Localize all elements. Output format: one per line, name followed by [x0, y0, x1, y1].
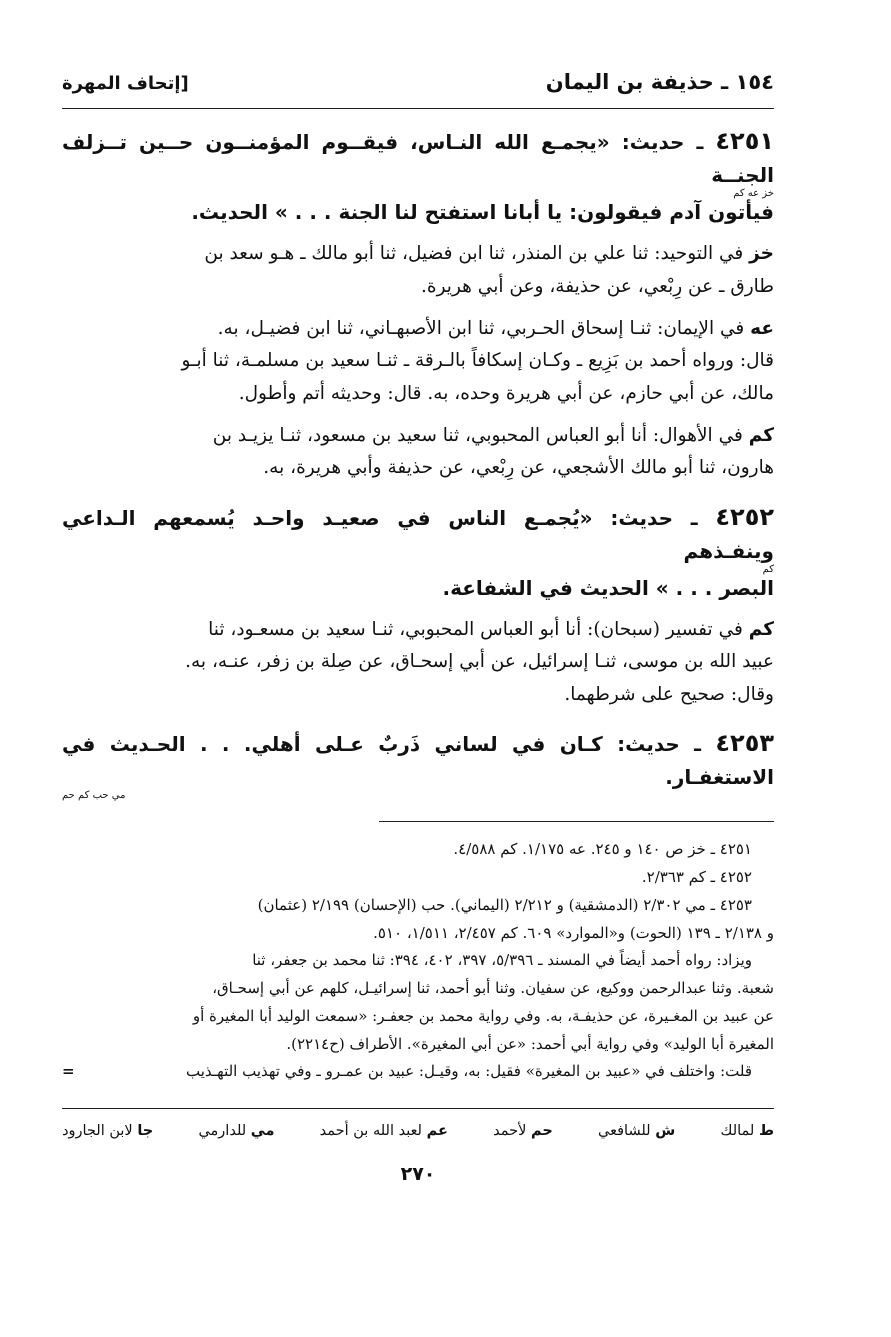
hadith-text: ـ حديث: «يُجمـع الناس في صعيـد واحـد يُسمعهم الـداعي وينفـذهم [62, 505, 774, 563]
source-sigla: كم [762, 564, 774, 575]
source-code: عه [750, 317, 774, 339]
footnotes [62, 836, 774, 1086]
hadith-4251-line2: فيأتون آدم فيقولون: يا أبانا استفتح لنا الجنة . . . » الحديث. [191, 200, 774, 225]
legend-label: لابن الجارود [62, 1123, 138, 1140]
hadith-text: ـ حديث: «يجمـع الله النـاس، فيقــوم المؤمنــون حــين تــزلف الجنــة [62, 130, 774, 188]
source-code: كم [748, 425, 774, 447]
legend-label: للدارمي [198, 1123, 251, 1140]
footnote-text: قلت: واختلف في «عبيد بن المغيرة» فقيل: به، وقيـل: عبيد بن عمـرو ـ وفي تهذيب التهـذيب [186, 1062, 752, 1081]
hadith-4252-line1 [62, 499, 774, 567]
header-chapter-title: ١٥٤ ـ حذيفة بن اليمان [545, 70, 774, 94]
isnad-paragraph [62, 313, 774, 410]
legend-label: لعبد الله بن أحمد [319, 1123, 427, 1140]
header-book-title: [إتحاف المهرة [62, 73, 189, 94]
legend-code: عم [426, 1123, 448, 1140]
text-line: في الأهوال: أنا أبو العباس المحبوبي، ثنا سعيد بن مسعود، ثنـا يزيـد بن [212, 425, 749, 447]
footnote-line: المغيرة أبا الوليد» وفي رواية أبي أحمد: «عن أبي المغيرة». الأطراف (ح٢٢١٤). [286, 1034, 774, 1053]
footnote-line: ويزاد: رواه أحمد أيضاً في المسند ـ ٥/٣٩٦، ٣٩٧، ٤٠٢، ٣٩٤: ثنا محمد بن جعفر، ثنا [252, 951, 752, 970]
source-code: كم [748, 619, 774, 640]
hadith-4252-line2: البصر . . . » الحديث في الشفاعة. [442, 576, 774, 600]
legend-item [198, 1123, 274, 1139]
running-header [62, 70, 774, 109]
legend-label: لأحمد [493, 1123, 531, 1140]
legend-item [598, 1123, 675, 1139]
page [62, 70, 774, 1185]
text-line: مالك، عن أبي حازم، عن أبي هريرة وحده، به. قال: وحديثه أتم وأطول. [238, 382, 774, 404]
legend-code: حم [530, 1123, 553, 1140]
isnad-paragraph [62, 614, 774, 711]
footnote-line [62, 1058, 774, 1086]
legend-item [320, 1123, 448, 1139]
hadith-number: ٤٢٥٣ [715, 729, 774, 758]
source-code: خز [749, 243, 774, 265]
footnote-line: عن عبيد بن المغـيرة، عن حذيفـة، به. وفي رواية محمد بن جعفـر: «سمعت الوليد أبا المغيرة أو [192, 1006, 774, 1025]
hadith-number: ٤٢٥٢ [715, 502, 774, 531]
hadith-4251-line1 [62, 123, 774, 191]
text-line: طارق ـ عن رِبْعي، عن حذيفة، وعن أبي هريرة. [421, 275, 774, 297]
legend-divider [62, 1108, 774, 1109]
abbreviation-legend [62, 1123, 774, 1139]
continuation-mark: = [62, 1062, 75, 1081]
footnote-line: ٤٢٥٣ ـ مي ٢/٣٠٢ (الدمشقية) و ٢/٢١٢ (اليماني). حب (الإحسان) ٢/١٩٩ (عثمان) [257, 895, 752, 914]
legend-item [493, 1123, 553, 1139]
hadith-number: ٤٢٥١ [715, 127, 774, 155]
footnote-line: ٤٢٥٢ ـ كم ٢/٣٦٣. [641, 868, 752, 887]
text-line: عبيد الله بن موسى، ثنـا إسرائيل، عن أبي إسحـاق، عن صِلة بن زفر، عنـه، به. [185, 651, 774, 673]
legend-label: لمالك [720, 1123, 759, 1140]
legend-label: للشافعي [598, 1123, 656, 1140]
legend-code: ط [758, 1123, 774, 1140]
legend-code: مي [250, 1123, 275, 1140]
footnote-line: و ٢/١٣٨ ـ ١٣٩ (الحوت) و«الموارد» ٦٠٩. كم ٢/٤٥٧، ١/٥١١، ٥١٠. [373, 923, 774, 942]
legend-code: جا [137, 1123, 154, 1140]
source-sigla: خز عه كم [733, 188, 774, 200]
footnote-divider [379, 821, 774, 822]
footnote-line: ٤٢٥١ ـ خز ص ١٤٠ و ٢٤٥. عه ١/١٧٥. كم ٤/٥٨٨. [453, 840, 752, 859]
hadith-4252 [62, 499, 774, 604]
footnote-line: شعبة. وثنا عبدالرحمن ووكيع، عن سفيان. وثنا أبو أحمد، ثنا إسرائيـل، كلهم عن أبي إسحـاق، [212, 979, 774, 998]
hadith-4253-line1 [62, 725, 774, 793]
text-line: قال: ورواه أحمد بن بَزِيع ـ وكـان إسكافاً بالـرقة ـ ثنـا سعيد بن مسلمـة، ثنا أبـو [181, 350, 774, 372]
text-line: في الإيمان: ثنـا إسحاق الحـربي، ثنا ابن الأصبهـاني، ثنا ابن فضيـل، به. [217, 317, 751, 339]
isnad-paragraph [62, 420, 774, 485]
legend-code: ش [655, 1123, 676, 1140]
text-line: هارون، ثنا أبو مالك الأشجعي، عن رِبْعي، عن حذيفة وأبي هريرة، به. [263, 457, 774, 479]
isnad-paragraph [62, 238, 774, 303]
legend-item [62, 1123, 153, 1139]
text-line: وقال: صحيح على شرطهما. [564, 683, 774, 705]
text-line: في التوحيد: ثنا علي بن المنذر، ثنا ابن فضيل، ثنا أبو مالك ـ هـو سعد بن [204, 243, 750, 265]
legend-item [720, 1123, 774, 1139]
page-number: ٢٧٠ [400, 1163, 436, 1186]
hadith-4251 [62, 123, 774, 228]
hadith-text: ـ حديث: كـان في لساني ذَربٌ عـلى أهلي. . . الحـديث في الاستغفـار. [62, 732, 774, 790]
hadith-4253 [62, 725, 774, 801]
text-line: في تفسير (سبحان): أنا أبو العباس المحبوبي، ثنـا سعيد بن مسعـود، ثنا [208, 619, 749, 640]
source-sigla: مي حب كم حم [62, 790, 126, 802]
